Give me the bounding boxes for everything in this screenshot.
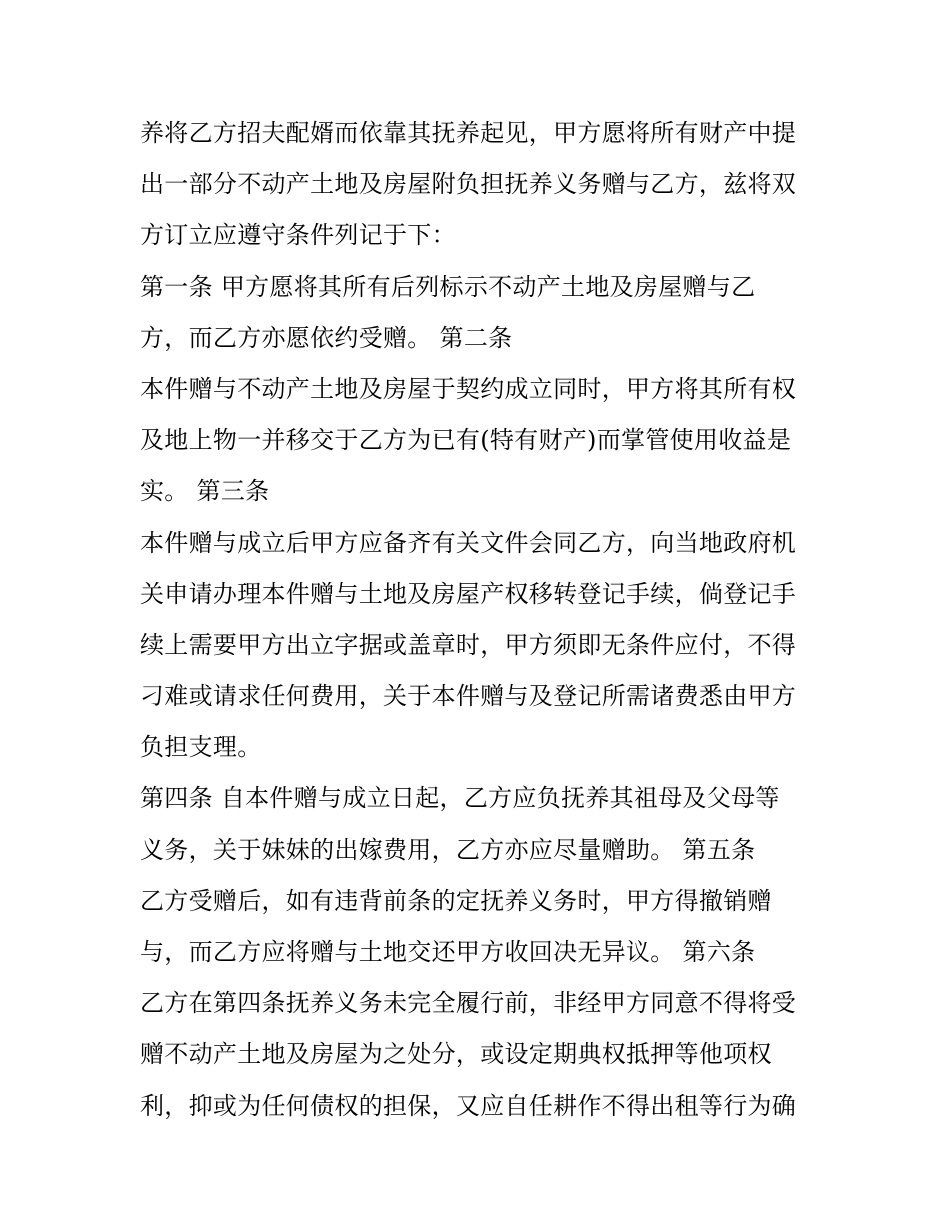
text-line: 养将乙方招夫配婿而依靠其抚养起见，甲方愿将所有财产中提 (140, 119, 797, 147)
text-line: 乙方在第四条抚养义务未完全履行前，非经甲方同意不得将受 (140, 989, 797, 1018)
text-line: 续上需要甲方出立字据或盖章时，甲方须即无条件应付，不得 (140, 630, 797, 659)
text-line: 刁难或请求任何费用，关于本件赠与及登记所需诸费悉由甲方 (140, 682, 797, 711)
contract-body-text (140, 108, 830, 1132)
text-line: 赠不动产土地及房屋为之处分，或设定期典权抵押等他项权 (140, 1040, 772, 1069)
text-line: 及地上物一并移交于乙方为已有(特有财产)而掌管使用收益是 (140, 426, 792, 455)
text-line: 本件赠与成立后甲方应备齐有关文件会同乙方，向当地政府机 (140, 528, 797, 557)
text-line: 负担支理。 (140, 733, 262, 762)
text-line: 方订立应遵守条件列记于下： (140, 221, 456, 250)
text-line: 与，而乙方应将赠与土地交还甲方收回决无异议。 第六条 (140, 938, 756, 966)
text-line: 利，抑或为任何债权的担保，又应自任耕作不得出租等行为确 (140, 1091, 797, 1120)
text-line: 义务，关于妹妹的出嫁费用，乙方亦应尽量赠助。 第五条 (140, 835, 756, 864)
text-line: 乙方受赠后，如有违背前条的定抚养义务时，甲方得撤销赠 (140, 886, 772, 915)
text-line: 第一条 甲方愿将其所有后列标示不动产土地及房屋赠与乙 (140, 272, 756, 301)
text-line: 第四条 自本件赠与成立日起，乙方应负抚养其祖母及父母等 (140, 784, 780, 813)
text-line: 方，而乙方亦愿依约受赠。 第二条 (140, 323, 513, 352)
text-line: 本件赠与不动产土地及房屋于契约成立同时，甲方将其所有权 (140, 374, 797, 403)
text-line: 关申请办理本件赠与土地及房屋产权移转登记手续，倘登记手 (140, 579, 797, 608)
text-line: 出一部分不动产土地及房屋附负担抚养义务赠与乙方，兹将双 (140, 170, 797, 199)
text-line: 实。 第三条 (140, 477, 270, 506)
